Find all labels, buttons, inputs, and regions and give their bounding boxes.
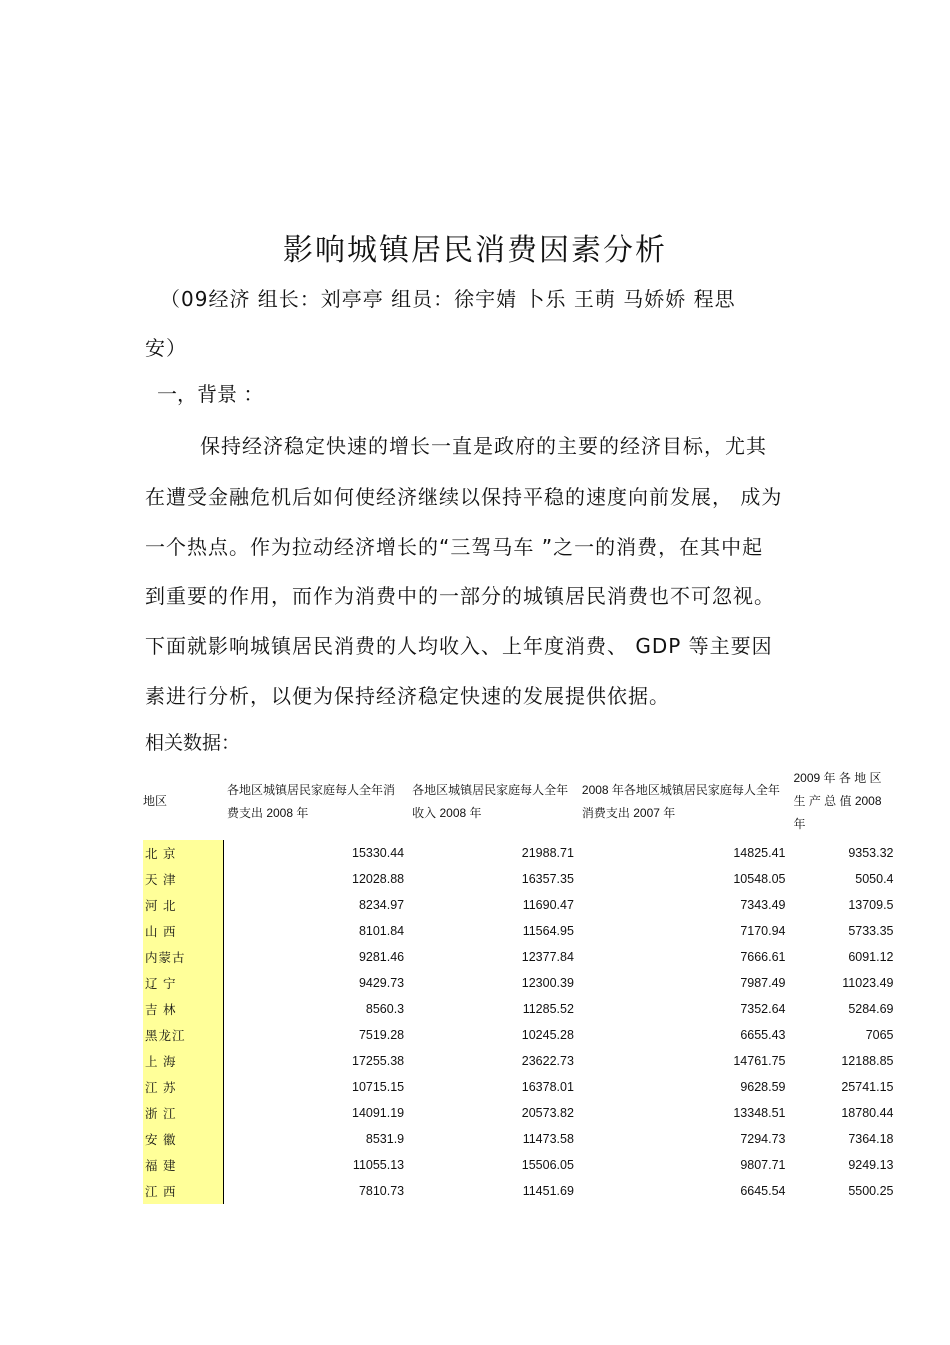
consumption-2008-cell: 8101.84 bbox=[358, 924, 405, 938]
gdp-cell: 5284.69 bbox=[848, 1002, 894, 1016]
consumption-2007-cell: 7170.94 bbox=[740, 924, 786, 938]
region-cell: 上 海 bbox=[143, 1048, 223, 1074]
section-heading: 一，背景 ： bbox=[157, 382, 264, 406]
consumption-2008-cell: 17255.38 bbox=[352, 1054, 405, 1068]
consumption-2008-cell: 8531.9 bbox=[365, 1132, 405, 1146]
document-title: 影响城镇居民消费因素分析 bbox=[283, 233, 667, 268]
data-table bbox=[143, 763, 898, 1204]
region-cell: 吉 林 bbox=[143, 996, 223, 1022]
consumption-2007-cell: 6645.54 bbox=[740, 1184, 786, 1198]
gdp-cell: 7065 bbox=[865, 1028, 894, 1042]
consumption-2007-cell: 7352.64 bbox=[740, 1002, 786, 1016]
income-2008-cell: 11451.69 bbox=[522, 1184, 574, 1198]
gdp-cell: 7364.18 bbox=[848, 1132, 894, 1146]
region-cell: 黑龙江 bbox=[143, 1022, 223, 1048]
table-row bbox=[143, 840, 898, 866]
paragraph-line: 到重要的作用，而作为消费中的一部分的城镇居民消费也不可忽视。 bbox=[145, 584, 775, 608]
table-body bbox=[143, 840, 898, 1204]
table-row bbox=[143, 866, 898, 892]
table-row bbox=[143, 944, 898, 970]
gdp-cell: 13709.5 bbox=[848, 898, 894, 912]
consumption-2007-cell: 14825.41 bbox=[733, 846, 786, 860]
paragraph-line: 下面就影响城镇居民消费的人均收入、上年度消费、 GDP 等主要因 bbox=[145, 634, 773, 658]
gdp-cell: 5733.35 bbox=[848, 924, 894, 938]
table-row bbox=[143, 892, 898, 918]
region-cell: 内蒙古 bbox=[143, 944, 223, 970]
consumption-2007-cell: 7343.49 bbox=[740, 898, 786, 912]
table-row bbox=[143, 1048, 898, 1074]
region-cell: 安 徽 bbox=[143, 1126, 223, 1152]
consumption-2007-cell: 7666.61 bbox=[740, 950, 786, 964]
column-header-consumption-2007: 2008 年各地区城镇居民家庭每人全年消费支出 2007 年 bbox=[581, 782, 780, 820]
income-2008-cell: 20573.82 bbox=[521, 1106, 574, 1120]
region-cell: 天 津 bbox=[143, 866, 223, 892]
income-2008-cell: 11690.47 bbox=[522, 898, 574, 912]
consumption-2007-cell: 13348.51 bbox=[733, 1106, 786, 1120]
gdp-cell: 5500.25 bbox=[848, 1184, 894, 1198]
income-2008-cell: 11473.58 bbox=[522, 1132, 574, 1146]
paragraph-line: 在遭受金融危机后如何使经济继续以保持平稳的速度向前发展， 成为 bbox=[145, 485, 783, 509]
income-2008-cell: 16357.35 bbox=[521, 872, 574, 886]
consumption-2008-cell: 9429.73 bbox=[358, 976, 405, 990]
table-header-row bbox=[143, 763, 898, 840]
region-cell: 山 西 bbox=[143, 918, 223, 944]
income-2008-cell: 11564.95 bbox=[522, 924, 574, 938]
consumption-2007-cell: 14761.75 bbox=[733, 1054, 786, 1068]
region-cell: 浙 江 bbox=[143, 1100, 223, 1126]
column-header-consumption-2008: 各地区城镇居民家庭每人全年消费支出 2008 年 bbox=[227, 782, 396, 820]
gdp-cell: 5050.4 bbox=[855, 872, 894, 886]
table-row bbox=[143, 1152, 898, 1178]
income-2008-cell: 15506.05 bbox=[521, 1158, 574, 1172]
region-cell: 江 西 bbox=[143, 1178, 223, 1204]
table-row bbox=[143, 996, 898, 1022]
consumption-2007-cell: 9807.71 bbox=[740, 1158, 786, 1172]
consumption-2008-cell: 15330.44 bbox=[352, 846, 405, 860]
paragraph-line: 一个热点。作为拉动经济增长的“三驾马车 ”之一的消费，在其中起 bbox=[145, 535, 764, 559]
income-2008-cell: 11285.52 bbox=[522, 1002, 574, 1016]
table-row bbox=[143, 1126, 898, 1152]
authors-line: （09经济 组长：刘亭亭 组员：徐宇婧 卜乐 王萌 马娇娇 程思 bbox=[160, 287, 736, 311]
table-row bbox=[143, 970, 898, 996]
gdp-cell: 25741.15 bbox=[841, 1080, 894, 1094]
column-header-income-2008: 各地区城镇居民家庭每人全年收入 2008 年 bbox=[412, 782, 569, 820]
consumption-2008-cell: 7519.28 bbox=[358, 1028, 405, 1042]
income-2008-cell: 12377.84 bbox=[521, 950, 574, 964]
consumption-2007-cell: 7294.73 bbox=[740, 1132, 786, 1146]
consumption-2008-cell: 10715.15 bbox=[352, 1080, 405, 1094]
gdp-cell: 11023.49 bbox=[842, 976, 894, 990]
table-row bbox=[143, 1074, 898, 1100]
table-row bbox=[143, 1022, 898, 1048]
consumption-2008-cell: 14091.19 bbox=[352, 1106, 405, 1120]
paragraph-line: 保持经济稳定快速的增长一直是政府的主要的经济目标，尤其 bbox=[200, 434, 767, 458]
table-row bbox=[143, 1178, 898, 1204]
consumption-2008-cell: 9281.46 bbox=[358, 950, 405, 964]
region-cell: 北 京 bbox=[143, 840, 223, 866]
region-cell: 江 苏 bbox=[143, 1074, 223, 1100]
region-cell: 福 建 bbox=[143, 1152, 223, 1178]
authors-line-continued: 安） bbox=[145, 336, 187, 360]
income-2008-cell: 10245.28 bbox=[521, 1028, 574, 1042]
consumption-2007-cell: 6655.43 bbox=[740, 1028, 786, 1042]
gdp-cell: 9353.32 bbox=[848, 846, 894, 860]
consumption-2008-cell: 7810.73 bbox=[358, 1184, 405, 1198]
consumption-2008-cell: 8560.3 bbox=[365, 1002, 405, 1016]
consumption-2008-cell: 8234.97 bbox=[358, 898, 405, 912]
table-row bbox=[143, 1100, 898, 1126]
gdp-cell: 12188.85 bbox=[841, 1054, 894, 1068]
income-2008-cell: 23622.73 bbox=[521, 1054, 574, 1068]
income-2008-cell: 12300.39 bbox=[521, 976, 574, 990]
column-header-region: 地区 bbox=[143, 794, 168, 808]
region-cell: 河 北 bbox=[143, 892, 223, 918]
income-2008-cell: 21988.71 bbox=[521, 846, 574, 860]
gdp-cell: 9249.13 bbox=[848, 1158, 894, 1172]
paragraph-line: 素进行分析，以便为保持经济稳定快速的发展提供依据。 bbox=[145, 684, 670, 708]
income-2008-cell: 16378.01 bbox=[521, 1080, 574, 1094]
gdp-cell: 6091.12 bbox=[848, 950, 894, 964]
consumption-2007-cell: 10548.05 bbox=[733, 872, 786, 886]
consumption-2007-cell: 7987.49 bbox=[740, 976, 786, 990]
consumption-2007-cell: 9628.59 bbox=[740, 1080, 786, 1094]
column-header-gdp-2008: 2009 年 各 地 区 生 产 总 值 2008 年 bbox=[793, 771, 882, 831]
table-row bbox=[143, 918, 898, 944]
consumption-2008-cell: 12028.88 bbox=[352, 872, 405, 886]
region-cell: 辽 宁 bbox=[143, 970, 223, 996]
related-data-label: 相关数据： bbox=[145, 732, 241, 754]
consumption-2008-cell: 11055.13 bbox=[352, 1158, 405, 1172]
gdp-cell: 18780.44 bbox=[841, 1106, 894, 1120]
